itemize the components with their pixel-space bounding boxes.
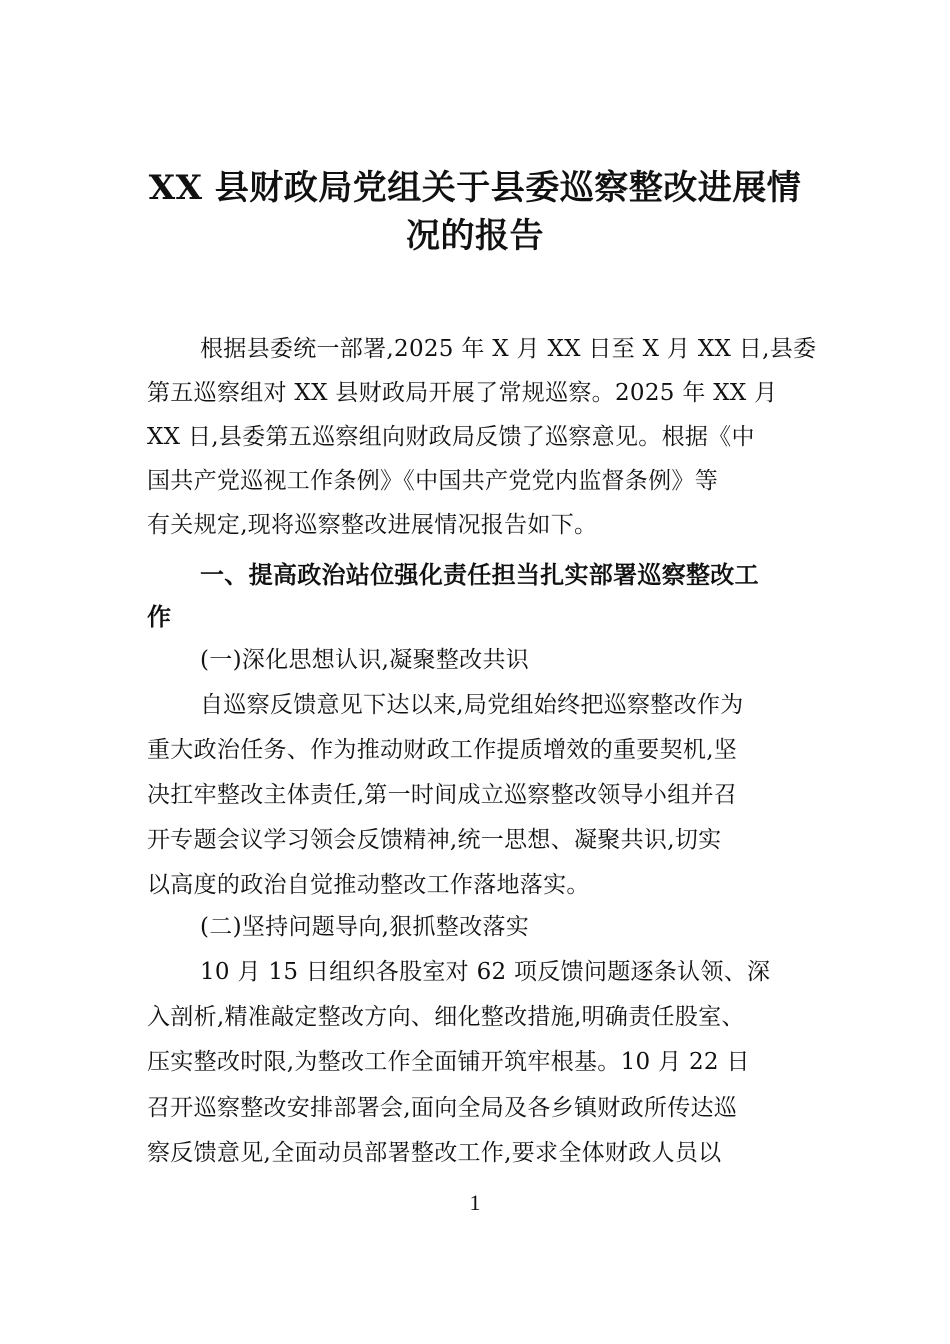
paragraph-line: 根据县委统一部署,2025 年 X 月 XX 日至 X 月 XX 日,县委: [200, 336, 817, 362]
paragraph-line: XX 日,县委第五巡察组向财政局反馈了巡察意见。根据《中: [147, 424, 755, 450]
paragraph-line: 国共产党巡视工作条例》《中国共产党党内监督条例》等: [147, 468, 718, 494]
paragraph-line: 第五巡察组对 XX 县财政局开展了常规巡察。2025 年 XX 月: [147, 380, 778, 406]
paragraph-line: 决扛牢整改主体责任,第一时间成立巡察整改领导小组并召: [147, 782, 738, 808]
document-title-line-2: 况的报告: [406, 216, 544, 256]
paragraph-line: 10 月 15 日组织各股室对 62 项反馈问题逐条认领、深: [200, 959, 771, 985]
paragraph-line: 压实整改时限,为整改工作全面铺开筑牢根基。10 月 22 日: [147, 1049, 750, 1075]
paragraph-line: 重大政治任务、作为推动财政工作提质增效的重要契机,坚: [147, 737, 738, 763]
paragraph-line: 开专题会议学习领会反馈精神,统一思想、凝聚共识,切实: [147, 827, 722, 853]
paragraph-line: 察反馈意见,全面动员部署整改工作,要求全体财政人员以: [147, 1140, 722, 1166]
paragraph-line: 召开巡察整改安排部署会,面向全局及各乡镇财政所传达巡: [147, 1095, 738, 1121]
section-heading-1-continued: 作: [147, 603, 172, 631]
paragraph-line: 有关规定,现将巡察整改进展情况报告如下。: [147, 512, 598, 538]
subsection-heading-2: (二)坚持问题导向,狠抓整改落实: [200, 914, 530, 940]
subsection-heading-1: (一)深化思想认识,凝聚整改共识: [200, 647, 530, 673]
paragraph-line: 入剖析,精准敲定整改方向、细化整改措施,明确责任股室、: [147, 1004, 745, 1030]
section-heading-1: 一、提高政治站位强化责任担当扎实部署巡察整改工: [200, 561, 759, 589]
paragraph-line: 以高度的政治自觉推动整改工作落地落实。: [147, 872, 590, 898]
document-title-line-1: XX 县财政局党组关于县委巡察整改进展情: [148, 168, 802, 208]
paragraph-line: 自巡察反馈意见下达以来,局党组始终把巡察整改作为: [200, 692, 744, 718]
page-number: 1: [469, 1190, 481, 1215]
